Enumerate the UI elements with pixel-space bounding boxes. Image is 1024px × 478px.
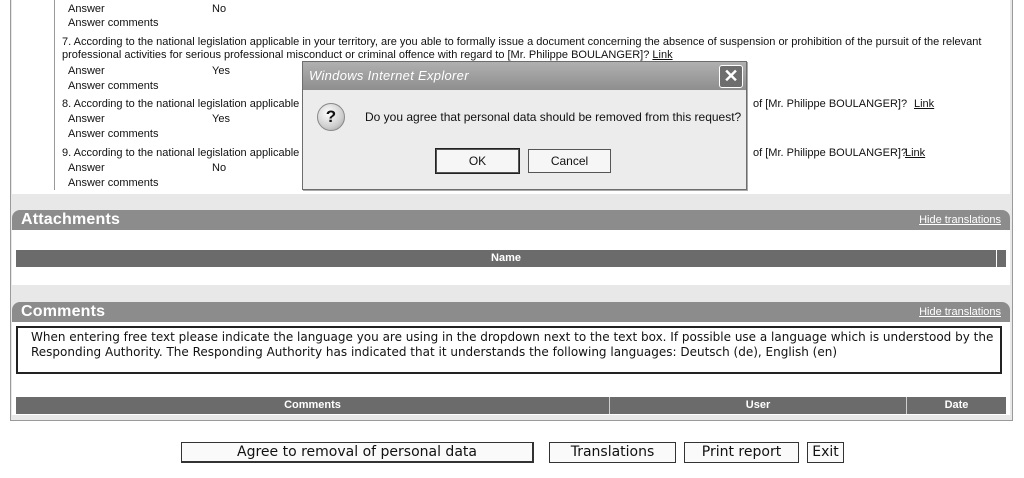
- user-column-header[interactable]: User: [610, 397, 907, 414]
- question-9-answer-label: Answer: [68, 162, 105, 174]
- question-7-answer-label: Answer: [68, 65, 105, 77]
- question-7-answer-value: Yes: [212, 65, 230, 77]
- answer-label: Answer: [68, 3, 105, 15]
- language-info-box: When entering free text please indicate the language you are using in the dropdown next to the text box. If possible use a language which is understood by the Responding Authority. The Responding Authority has indicated that it understands the following languages: Deutsch (de), English (en): [16, 326, 1002, 374]
- question-8-link[interactable]: Link: [914, 98, 935, 110]
- comments-header: [12, 302, 1010, 322]
- dialog-titlebar[interactable]: [303, 62, 746, 90]
- question-9-link[interactable]: Link: [905, 147, 926, 159]
- answer-value: No: [212, 3, 227, 15]
- exit-button[interactable]: Exit: [807, 442, 844, 463]
- close-icon[interactable]: ✕: [719, 65, 743, 88]
- attachments-name-column-header[interactable]: Name: [16, 250, 996, 267]
- ok-button[interactable]: OK: [436, 149, 519, 173]
- question-7-comments-label: Answer comments: [68, 80, 159, 92]
- tree-connector: [54, 0, 55, 190]
- agree-removal-button[interactable]: Agree to removal of personal data: [181, 442, 534, 463]
- attachments-title: Attachments: [21, 211, 121, 228]
- question-8-comments-label: Answer comments: [68, 128, 159, 140]
- print-report-button[interactable]: Print report: [684, 442, 799, 463]
- answer-comments-label: Answer comments: [68, 17, 159, 29]
- question-icon: ?: [317, 103, 345, 131]
- question-9-answer-value: No: [212, 162, 227, 174]
- question-7: [62, 36, 1002, 62]
- question-7-text: 7. According to the national legislation applicable in your territory, are you able to formally issue a document concerning the absence of suspension or prohibition of the pursuit of the relevant professional activities for serious professional misconduct or criminal offence with regard to [Mr. Philippe BOULANGER]?: [62, 36, 982, 61]
- question-9-text: 9. According to the national legislation applicable: [62, 147, 300, 159]
- question-9-comments-label: Answer comments: [68, 177, 159, 189]
- question-8-answer-value: Yes: [212, 113, 230, 125]
- question-9-tail: of [Mr. Philippe BOULANGER]?: [753, 147, 908, 159]
- question-8-tail: of [Mr. Philippe BOULANGER]?: [753, 98, 908, 110]
- attachments-hide-translations-link[interactable]: Hide translations: [919, 214, 1001, 226]
- date-column-header[interactable]: Date: [907, 397, 1006, 414]
- comments-column-header[interactable]: Comments: [16, 397, 610, 414]
- attachments-header: [12, 210, 1010, 230]
- question-8-text: 8. According to the national legislation applicable: [62, 98, 300, 110]
- cancel-button[interactable]: Cancel: [528, 149, 611, 173]
- translations-button[interactable]: Translations: [549, 442, 676, 463]
- dialog-message: Do you agree that personal data should be removed from this request?: [365, 110, 742, 124]
- comments-hide-translations-link[interactable]: Hide translations: [919, 306, 1001, 318]
- dialog-title: Windows Internet Explorer: [309, 68, 469, 83]
- comments-title: Comments: [21, 303, 106, 320]
- question-7-link[interactable]: Link: [652, 49, 673, 61]
- attachments-header-end: [997, 250, 1006, 267]
- question-8-answer-label: Answer: [68, 113, 105, 125]
- confirm-dialog: [302, 61, 747, 190]
